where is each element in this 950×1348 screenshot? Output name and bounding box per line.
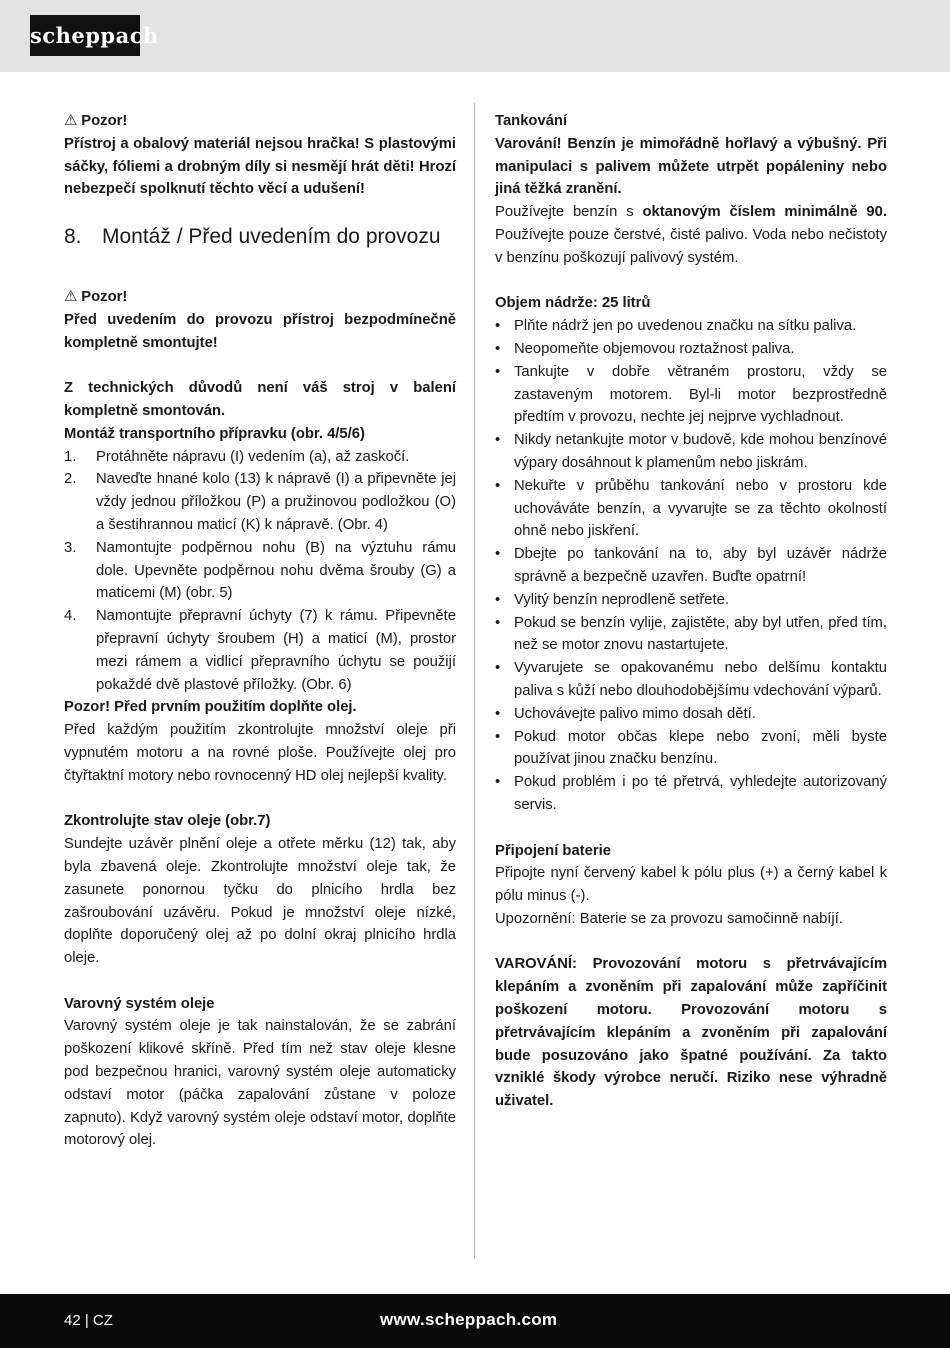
- left-column: [64, 110, 456, 1152]
- warning-heading: ⚠ Pozor!: [64, 113, 128, 129]
- battery-heading: Připojení baterie: [495, 842, 611, 859]
- oil-alarm-heading: Varovný systém oleje: [64, 995, 215, 1012]
- fuel-safety-list: [495, 315, 887, 817]
- list-item: • Nikdy netankujte motor v budově, kde mohou benzínové výpary dosáhnout k plamenům nebo jiskrám.: [495, 432, 887, 471]
- oil-text: Před každým použitím zkontrolujte množství oleje při vypnutém motoru a na rovné ploše. Používejte olej pro čtyřtaktní motory nebo rovnocenný HD olej nejlepší kvality.: [64, 722, 456, 784]
- oil-alarm-text: Varovný systém oleje je tak nainstalován, že se zabrání poškození klikové skříně. Před tím než stav oleje klesne pod bezpečnou hranici, varovný systém oleje automaticky odstaví motor (páčka zapalování zůstane v poloze zapnuto). Když varovný systém oleje odstaví motor, doplňte motorový olej.: [64, 1018, 456, 1149]
- transport-heading: Montáž transportního přípravku (obr. 4/5/6): [64, 425, 365, 442]
- right-column: [495, 110, 887, 1113]
- fuel-heading: Tankování: [495, 113, 568, 129]
- list-item: • Pokud problém i po té přetrvá, vyhledejte autorizovaný servis.: [495, 774, 887, 813]
- final-warning: VAROVÁNÍ: Provozování motoru s přetrvávajícím klepáním a zvoněním při zapalování může zapříčinit poškození motoru. Provozování motoru s přetrvávajícím klepáním a zvoněním při zapalování bude posuzováno jako špatné používání. Za takto vzniklé škody výrobce neručí. Riziko nese výhradně uživatel.: [495, 956, 887, 1110]
- fuel-warning: Varování! Benzín je mimořádně hořlavý a výbušný. Při manipulaci s palivem můžete utrpět popáleniny nebo jiná těžká zranění.: [495, 135, 887, 198]
- tank-volume-heading: Objem nádrže: 25 litrů: [495, 295, 651, 312]
- warning-triangle-icon: ⚠: [64, 288, 78, 305]
- list-item: • Pokud se benzín vylije, zajistěte, aby byl utřen, před tím, než se motor znovu nastartujete.: [495, 614, 887, 654]
- list-item: • Uchovávejte palivo mimo dosah dětí.: [495, 705, 756, 722]
- oil-warning: Pozor! Před prvním použitím doplňte olej.: [64, 699, 357, 716]
- page-header: [0, 0, 950, 72]
- oil-check-heading: Zkontrolujte stav oleje (obr.7): [64, 813, 271, 830]
- assembly-steps: [64, 446, 456, 697]
- battery-note: Upozornění: Baterie se za provozu samočinně nabíjí.: [495, 910, 843, 927]
- step-item: 2. Naveďte hnané kolo (13) k nápravě (I) a připevněte jej vždy jednou příložkou (P) a pružinovou podložkou (O) a šestihrannou maticí (K) k nápravě. (Obr. 4): [64, 471, 456, 533]
- step-item: 1. Protáhněte nápravu (I) vedením (a), až zaskočí.: [64, 448, 410, 465]
- warning-heading: ⚠ Pozor!: [64, 288, 128, 305]
- step-item: 3. Namontujte podpěrnou nohu (B) na výztuhu rámu dole. Upevněte podpěrnou nohu dvěma šrouby (G) a maticemi (M) (obr. 5): [64, 539, 456, 602]
- scheppach-logo: scheppach: [30, 15, 140, 56]
- oil-check-text: Sundejte uzávěr plnění oleje a otřete měrku (12) tak, aby byla zbavená oleje. Zkontrolujte množství oleje tak, že zasunete ponornou tyčku do plnicího hrdla bez zašroubování uzávěru. Pokud je množství oleje nízké, doplňte doporučený olej až po dolní okraj plnicího hrdla oleje.: [64, 836, 456, 967]
- page-number: 42 | CZ: [64, 1312, 113, 1329]
- list-item: • Plňte nádrž jen po uvedenou značku na sítku paliva.: [495, 318, 857, 335]
- list-item: • Tankujte v dobře větraném prostoru, vždy se zastaveným motorem. Byl-li motor bezprostředně předtím v provozu, nechte jej nejprve vychladnout.: [495, 363, 887, 426]
- section-title: 8. Montáž / Před uvedením do provozu: [64, 225, 441, 249]
- battery-text: Připojte nyní červený kabel k pólu plus (+) a černý kabel k pólu minus (-).: [495, 865, 887, 905]
- list-item: • Pokud motor občas klepe nebo zvoní, měli byste používat jinou značku benzínu.: [495, 728, 887, 768]
- warning-text: Před uvedením do provozu přístroj bezpodmínečně kompletně smontujte!: [64, 311, 456, 351]
- list-item: • Dbejte po tankování na to, aby byl uzávěr nádrže správně a bezpečně uzavřen. Buďte opatrní!: [495, 546, 887, 585]
- column-divider: [474, 103, 475, 1258]
- list-item: • Nekuřte v průběhu tankování nebo v prostoru kde uchováváte benzín, a vyvarujte se za těchto okolností ohně nebo jiskření.: [495, 477, 887, 540]
- warning-text: Přístroj a obalový materiál nejsou hračka! S plastovými sáčky, fóliemi a drobným díly si nesmějí hrát děti! Hrozí nebezpečí spolknutí těchto věcí a udušení!: [64, 135, 456, 198]
- fuel-octane-text: Používejte benzín s oktanovým číslem minimálně 90. Používejte pouze čerstvé, čisté palivo. Voda nebo nečistoty v benzínu poškozují palivový systém.: [495, 204, 887, 266]
- list-item: • Neopomeňte objemovou roztažnost paliva.: [495, 340, 795, 357]
- list-item: • Vylitý benzín neprodleně setřete.: [495, 591, 729, 608]
- technical-note: Z technických důvodů není váš stroj v balení kompletně smontován.: [64, 380, 456, 419]
- page-footer: [0, 1294, 950, 1348]
- list-item: • Vyvarujete se opakovanému nebo delšímu kontaktu paliva s kůží nebo dlouhodobějšímu vdechování výparů.: [495, 660, 887, 699]
- step-item: 4. Namontujte přepravní úchyty (7) k rámu. Připevněte přepravní úchyty šroubem (H) a maticí (M), prostor mezi rámem a vidlicí přepravního úchytu se použijí pokaždé dvě plastové příložky. (Obr. 6): [64, 608, 456, 693]
- website-link[interactable]: www.scheppach.com: [380, 1310, 558, 1329]
- warning-triangle-icon: ⚠: [64, 113, 78, 129]
